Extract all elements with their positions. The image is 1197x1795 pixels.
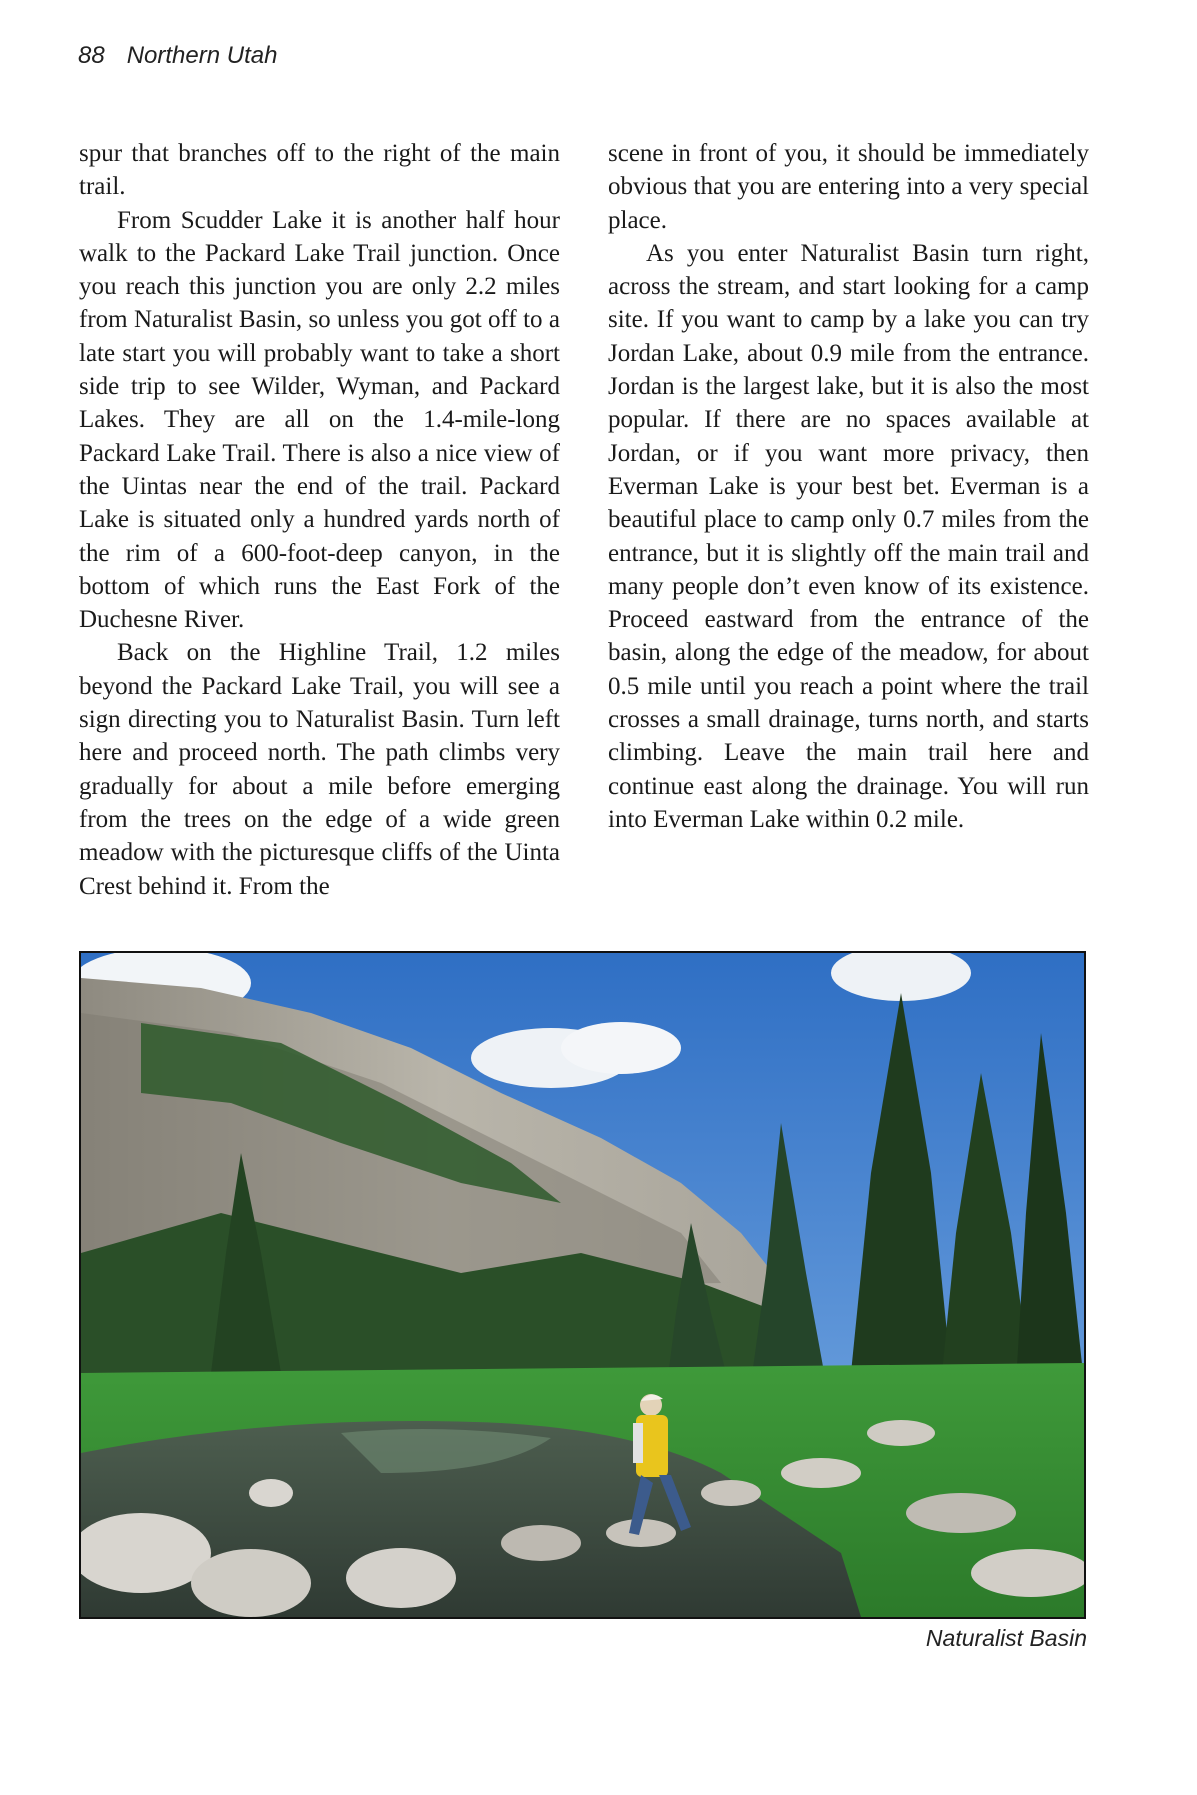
paragraph-special-place: scene in front of you, it should be immediately obvious that you are entering into a very special place. [608, 140, 1089, 234]
paragraph-highline-trail: Back on the Highline Trail, 1.2 miles beyond the Packard Lake Trail, you will see a sign directing you to Naturalist Basin. Turn left here and proceed north. The path climbs very gradually for about a mile before emerging from the trees on the edge of a wide green meadow with the picturesque cliffs of the Uinta Crest behind it. From the [79, 639, 560, 900]
left-column [79, 137, 560, 903]
right-column [608, 137, 1089, 836]
naturalist-basin-photo [79, 951, 1086, 1619]
photo-caption: Naturalist Basin [925, 1625, 1087, 1651]
paragraph-camp-site: As you enter Naturalist Basin turn right, across the stream, and start looking for a camp site. If you want to camp by a lake you can try Jordan Lake, about 0.9 mile from the entrance. Jordan is the largest lake, but it is also the most popular. If there are no spaces available at Jordan, or if you want more privacy, then Everman Lake is your best bet. Everman is a beautiful place to camp only 0.7 miles from the entrance, but it is slightly off the main trail and many people don’t even know of its existence. Proceed eastward from the entrance of the basin, along the edge of the meadow, for about 0.5 mile until you reach a point where the trail crosses a small drainage, turns north, and starts climbing. Leave the main trail here and continue east along the drainage. You will run into Everman Lake within 0.2 mile. [608, 239, 1089, 833]
paragraph-continued: spur that branches off to the right of the main trail. [79, 140, 560, 201]
page-number: 88 [78, 42, 105, 69]
paragraph-packard-junction: From Scudder Lake it is another half hour walk to the Packard Lake Trail junction. Once you reach this junction you are only 2.2 miles from Naturalist Basin, so unless you got off to a late start you will probably want to take a short side trip to see Wilder, Wyman, and Packard Lakes. They are all on the 1.4-mile-long Packard Lake Trail. There is also a nice view of the Uintas near the end of the trail. Packard Lake is situated only a hundred yards north of the rim of a 600-foot-deep canyon, in the bottom of which runs the East Fork of the Duchesne River. [79, 206, 560, 634]
section-title: Northern Utah [126, 42, 278, 69]
photo-illustration [81, 953, 1084, 1617]
running-head [78, 42, 277, 70]
